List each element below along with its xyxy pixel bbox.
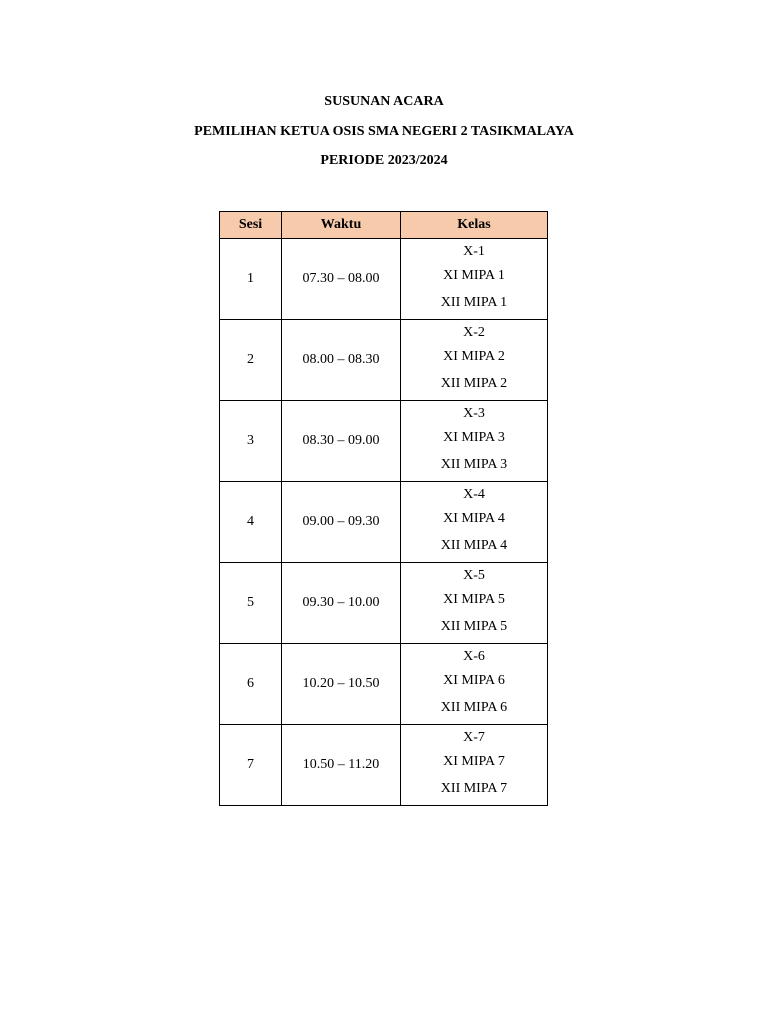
kelas-item: X-5 <box>463 568 485 583</box>
kelas-cell <box>401 239 548 320</box>
sesi-cell: 3 <box>220 401 282 482</box>
table-row <box>220 239 548 320</box>
kelas-cell <box>401 563 548 644</box>
kelas-item: XI MIPA 3 <box>443 430 505 445</box>
schedule-table <box>219 211 548 806</box>
kelas-cell <box>401 320 548 401</box>
waktu-cell: 09.00 – 09.30 <box>282 482 401 563</box>
sesi-cell: 7 <box>220 725 282 806</box>
waktu-cell: 10.50 – 11.20 <box>282 725 401 806</box>
kelas-item: XII MIPA 1 <box>440 295 508 310</box>
waktu-cell: 08.30 – 09.00 <box>282 401 401 482</box>
sesi-cell: 1 <box>220 239 282 320</box>
sesi-cell: 5 <box>220 563 282 644</box>
column-header-sesi: Sesi <box>220 212 282 239</box>
sesi-cell: 4 <box>220 482 282 563</box>
kelas-cell <box>401 725 548 806</box>
waktu-cell: 09.30 – 10.00 <box>282 563 401 644</box>
kelas-item: XI MIPA 2 <box>443 349 505 364</box>
kelas-item: XI MIPA 4 <box>443 511 505 526</box>
column-header-kelas: Kelas <box>401 212 548 239</box>
kelas-item: XI MIPA 7 <box>443 754 505 769</box>
document-period: PERIODE 2023/2024 <box>320 153 448 168</box>
kelas-item: XII MIPA 3 <box>440 457 508 472</box>
kelas-item: XI MIPA 5 <box>443 592 505 607</box>
sesi-cell: 6 <box>220 644 282 725</box>
kelas-cell <box>401 401 548 482</box>
table-row <box>220 401 548 482</box>
table-row <box>220 320 548 401</box>
column-header-waktu: Waktu <box>282 212 401 239</box>
kelas-item: XII MIPA 5 <box>440 619 508 634</box>
document-title: SUSUNAN ACARA <box>324 94 444 109</box>
waktu-cell: 08.00 – 08.30 <box>282 320 401 401</box>
kelas-item: XII MIPA 6 <box>440 700 508 715</box>
kelas-item: X-2 <box>463 325 485 340</box>
table-row <box>220 563 548 644</box>
kelas-item: XI MIPA 6 <box>443 673 505 688</box>
kelas-item: X-7 <box>463 730 485 745</box>
document-subtitle: PEMILIHAN KETUA OSIS SMA NEGERI 2 TASIKMALAYA <box>194 124 574 139</box>
kelas-cell <box>401 644 548 725</box>
waktu-cell: 10.20 – 10.50 <box>282 644 401 725</box>
kelas-item: XII MIPA 4 <box>440 538 508 553</box>
waktu-cell: 07.30 – 08.00 <box>282 239 401 320</box>
kelas-cell <box>401 482 548 563</box>
kelas-item: X-3 <box>463 406 485 421</box>
table-row <box>220 725 548 806</box>
kelas-item: XII MIPA 7 <box>440 781 508 796</box>
table-row <box>220 644 548 725</box>
kelas-item: X-4 <box>463 487 485 502</box>
kelas-item: XI MIPA 1 <box>443 268 505 283</box>
sesi-cell: 2 <box>220 320 282 401</box>
kelas-item: X-6 <box>463 649 485 664</box>
table-header-row <box>220 212 548 239</box>
kelas-item: XII MIPA 2 <box>440 376 508 391</box>
table-row <box>220 482 548 563</box>
kelas-item: X-1 <box>463 244 485 259</box>
